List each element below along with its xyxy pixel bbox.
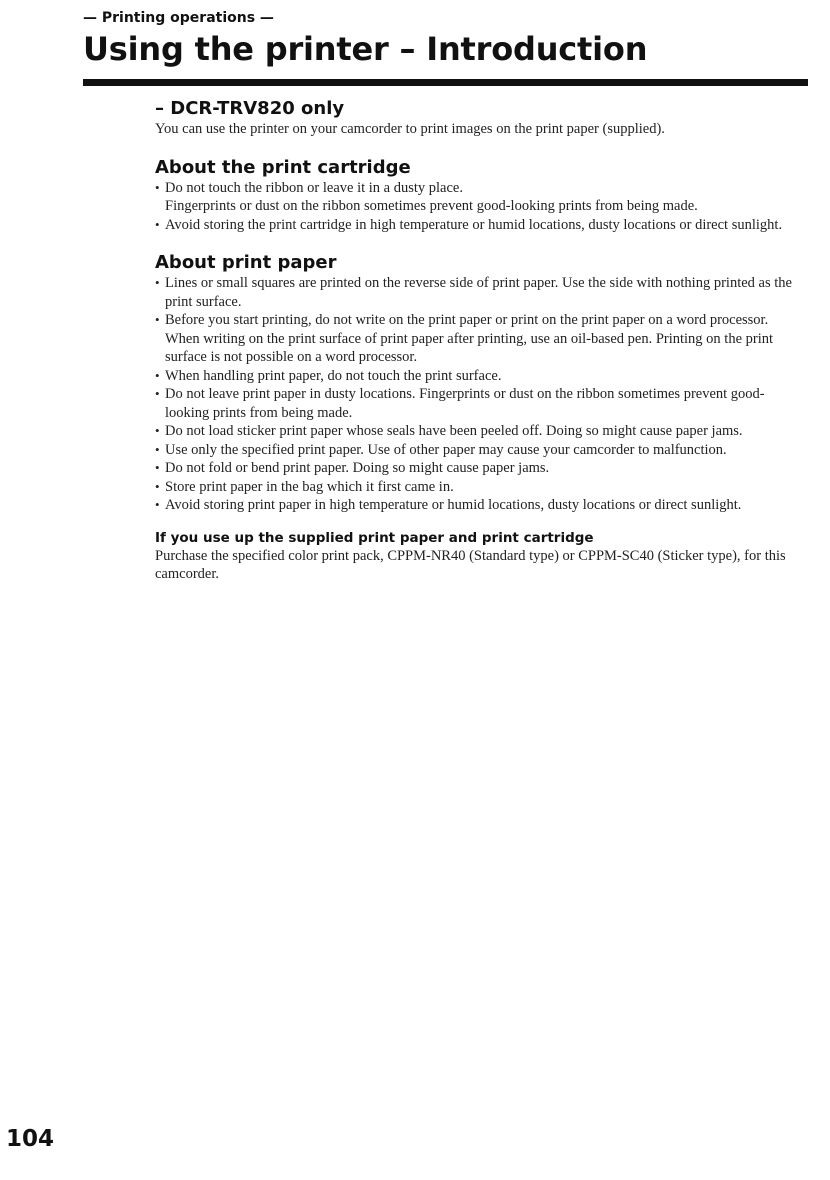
cartridge-section [155,157,795,235]
list-item [155,311,795,367]
list-item [155,441,795,460]
page-title: Using the printer – Introduction [83,30,648,68]
list-item [155,367,795,386]
cartridge-list [155,179,795,235]
bullet-icon: • [155,275,160,290]
list-item [155,179,795,216]
bullet-icon: • [155,441,160,457]
list-item-subtext: Fingerprints or dust on the ribbon sometimes prevent good-looking prints from being made. [165,198,698,214]
intro-text: You can use the printer on your camcorder to print images on the print paper (supplied). [155,121,665,137]
list-item-text: Do not load sticker print paper whose seals have been peeled off. Doing so might cause paper jams. [165,423,743,439]
list-item-text: When handling print paper, do not touch the print surface. [165,367,502,384]
list-item-text: Store print paper in the bag which it first came in. [165,478,454,495]
section-label: — Printing operations — [83,10,274,26]
bullet-icon: • [155,179,160,195]
bullet-icon: • [155,367,160,383]
list-item [155,478,795,497]
list-item-text: Before you start printing, do not write on the print paper or print on the print paper on a word processor. [165,312,769,328]
paper-heading: About print paper [155,252,337,273]
list-item-text: Do not fold or bend print paper. Doing so might cause paper jams. [165,460,550,476]
supplies-text: Purchase the specified color print pack, CPPM-NR40 (Standard type) or CPPM-SC40 (Sticker type), for this camcorder. [155,547,786,582]
list-item [155,459,795,478]
bullet-icon: • [155,497,160,512]
bullet-icon: • [155,460,160,475]
list-item-subtext: When writing on the print surface of print paper after printing, use an oil-based pen. Printing on the print surface is not possible on a word processor. [165,330,774,365]
bullet-icon: • [155,312,160,327]
content-body [155,98,795,584]
bullet-icon: • [155,216,160,232]
intro-heading: – DCR-TRV820 only [155,98,345,119]
paper-section [155,252,795,515]
page-number: 104 [6,1126,55,1152]
list-item [155,496,795,515]
bullet-icon: • [155,386,160,401]
supplies-section [155,529,795,584]
intro-section [155,98,795,139]
list-item-text: Lines or small squares are printed on the reverse side of print paper. Use the side with nothing printed as the print surface. [165,275,792,310]
paper-list [155,274,795,515]
bullet-icon: • [155,478,160,494]
bullet-icon: • [155,423,160,438]
cartridge-heading: About the print cartridge [155,156,411,178]
list-item-text: Avoid storing the print cartridge in high temperature or humid locations, dusty locations or direct sunlight. [165,216,783,233]
list-item [155,422,795,441]
supplies-heading: If you use up the supplied print paper and print cartridge [155,529,594,546]
list-item-text: Do not touch the ribbon or leave it in a dusty place. [165,179,463,196]
list-item [155,385,795,422]
list-item [155,216,795,235]
title-rule [83,79,808,86]
list-item-text: Avoid storing print paper in high temperature or humid locations, dusty locations or direct sunlight. [165,497,742,513]
list-item-text: Use only the specified print paper. Use of other paper may cause your camcorder to malfunction. [165,441,727,458]
list-item-text: Do not leave print paper in dusty locations. Fingerprints or dust on the ribbon sometimes prevent good-looking prints from being made. [165,386,765,421]
list-item [155,274,795,311]
